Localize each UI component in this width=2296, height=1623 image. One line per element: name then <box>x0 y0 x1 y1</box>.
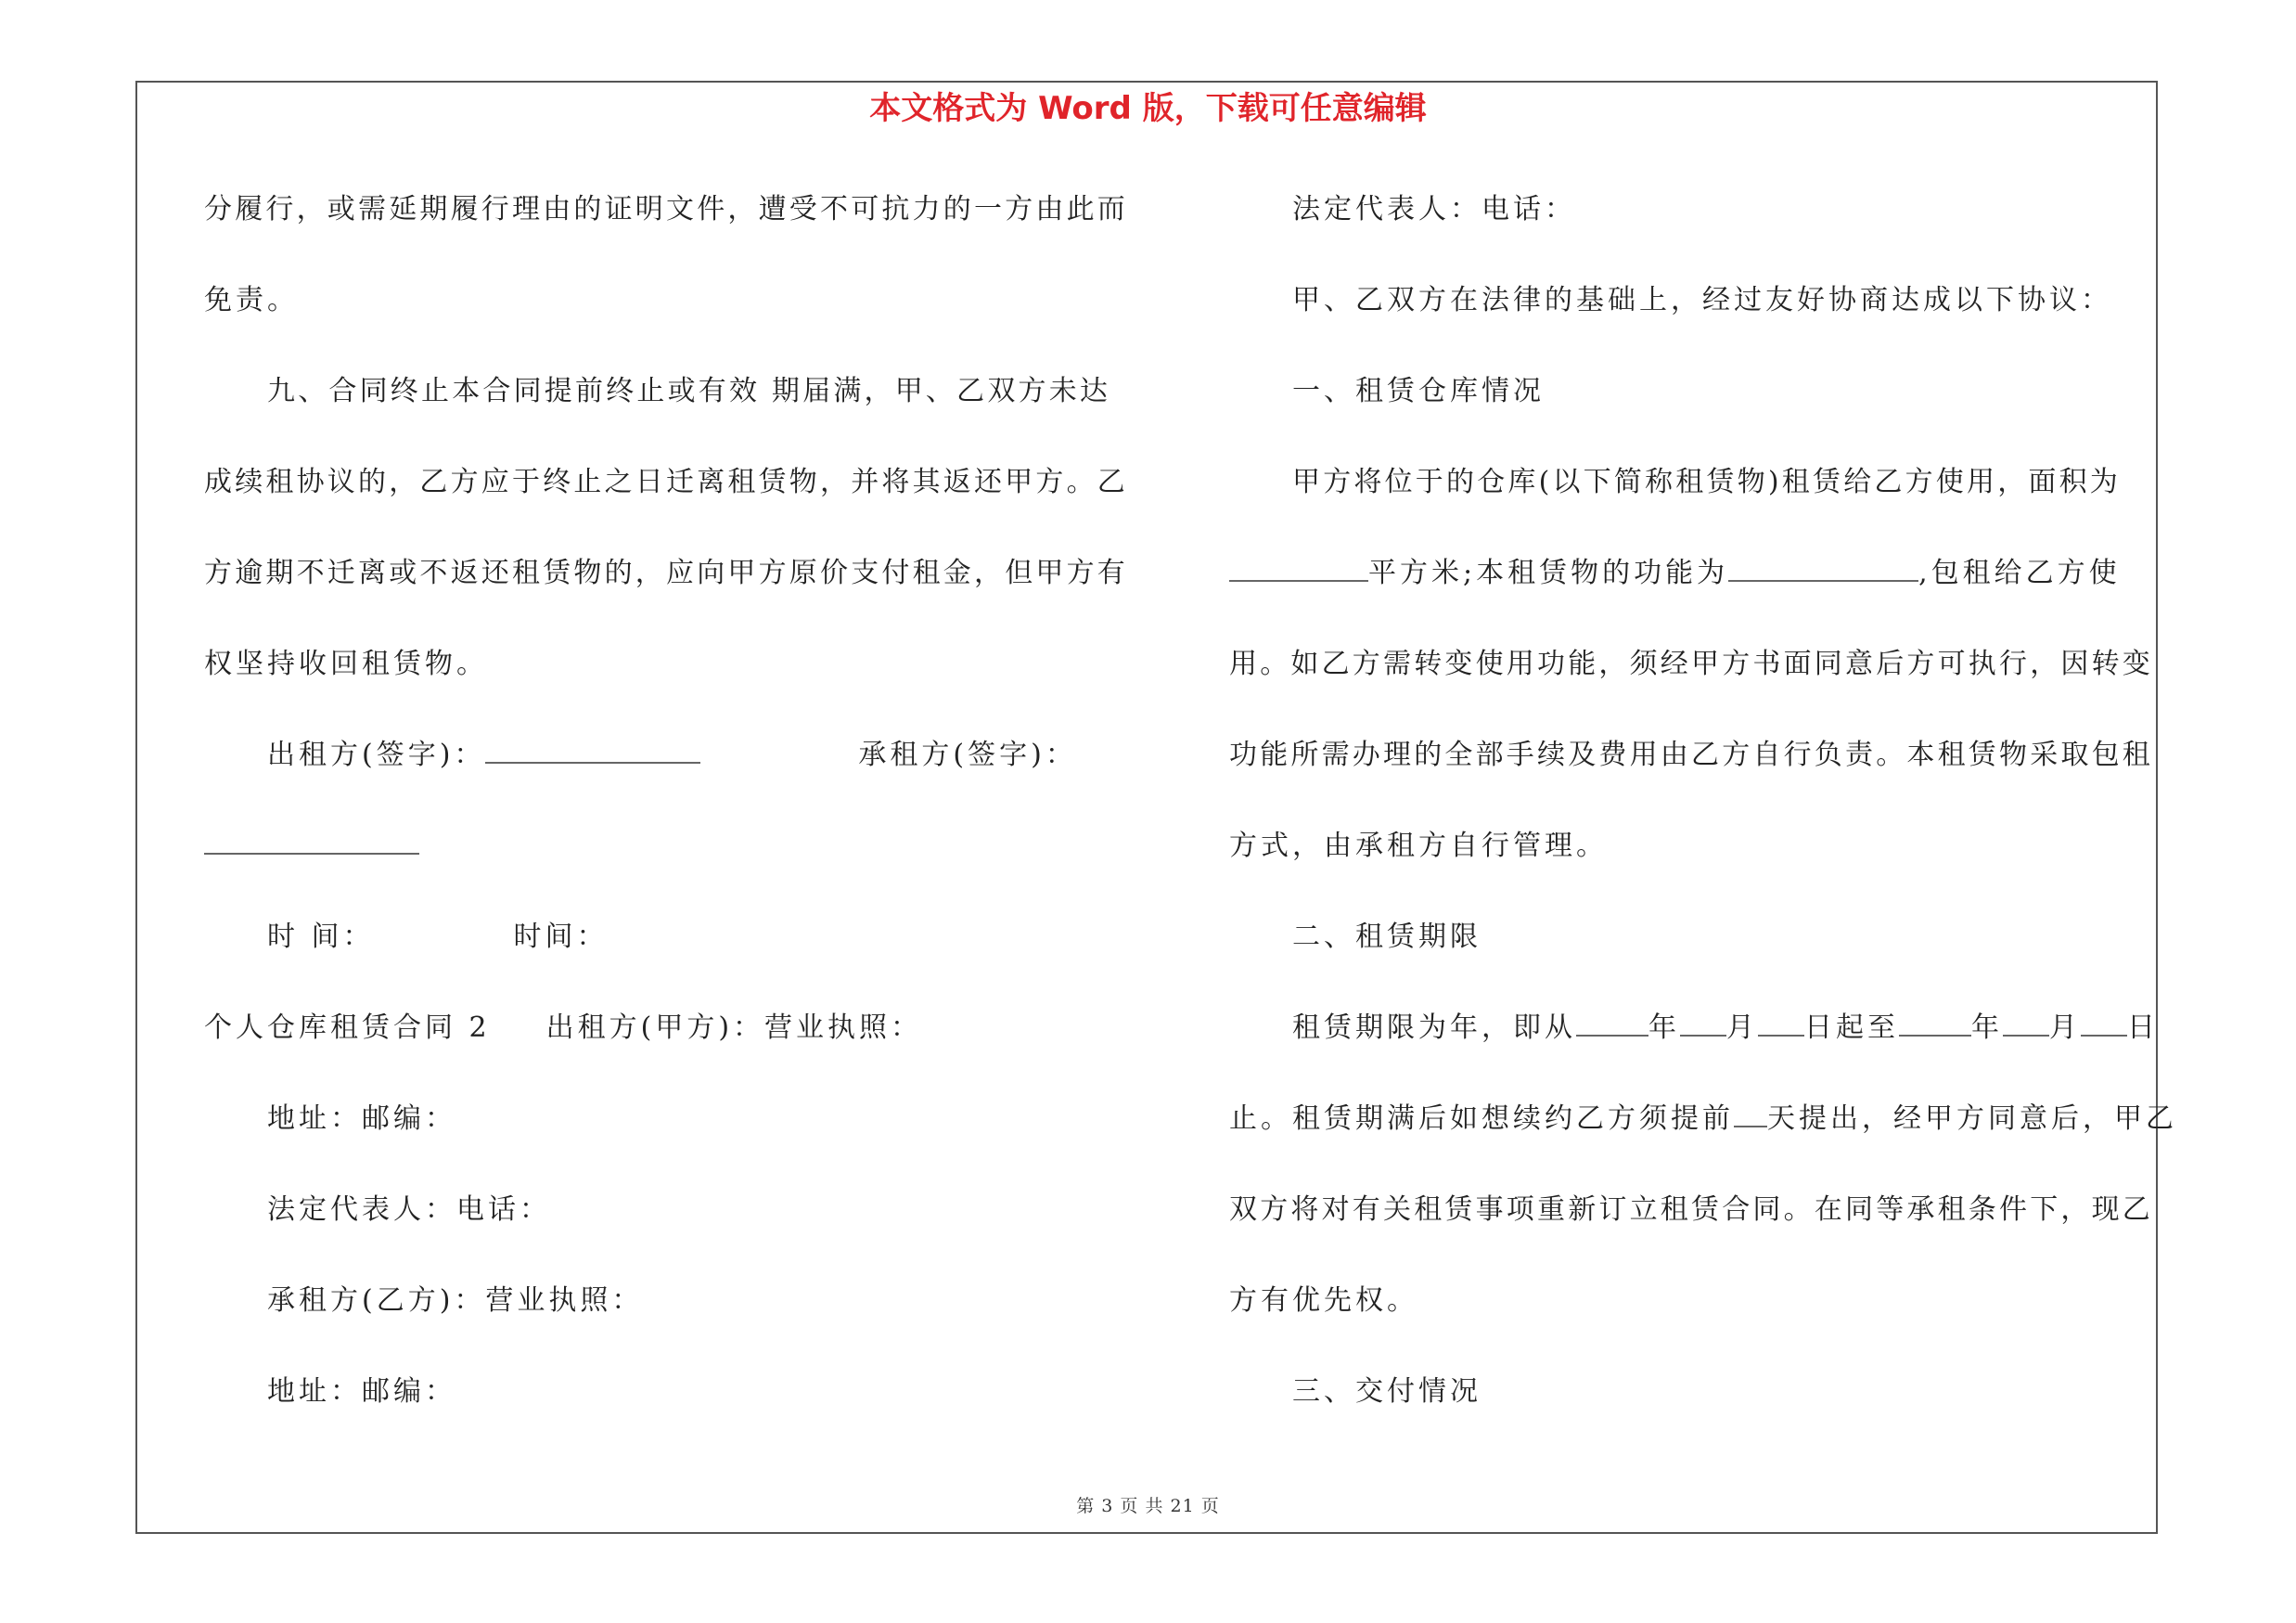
paragraph-line: 成续租协议的，乙方应于终止之日迁离租赁物，并将其返还甲方。乙 <box>204 466 1128 498</box>
month-blank <box>1680 1007 1726 1037</box>
month-label: 月 <box>1726 1011 1758 1044</box>
year-label: 年 <box>1648 1011 1680 1044</box>
paragraph-line: 方式，由承租方自行管理。 <box>1229 830 1608 862</box>
paragraph-line: 双方将对有关租赁事项重新订立租赁合同。在同等承租条件下，现乙 <box>1229 1193 2153 1226</box>
renewal-text-end: 天提出，经甲方同意后，甲乙 <box>1767 1102 2177 1135</box>
term-line <box>1229 1000 2157 1091</box>
paragraph-line <box>1229 546 2157 637</box>
lessee-signature-label: 承租方(签字)： <box>858 739 1077 771</box>
paragraph-line: 功能所需办理的全部手续及费用由乙方自行负责。本租赁物采取包租 <box>1229 739 2153 771</box>
section-heading: 一、租赁仓库情况 <box>1292 375 1545 407</box>
lessee-signature-blank <box>204 825 419 855</box>
function-blank <box>1728 552 1918 582</box>
end-day-blank <box>2081 1007 2127 1037</box>
paragraph-line: 甲方将位于的仓库(以下简称租赁物)租赁给乙方使用，面积为 <box>1292 466 2122 498</box>
paragraph-line: 免责。 <box>204 284 299 316</box>
time-label-lessee: 时间： <box>513 921 609 953</box>
paragraph-line: 法定代表人：电话： <box>1292 193 1576 225</box>
term-text: 租赁期限为年，即从 <box>1292 1011 1576 1044</box>
paragraph-line: 方有优先权。 <box>1229 1284 1418 1317</box>
section-heading: 三、交付情况 <box>1292 1375 1481 1408</box>
time-line <box>204 909 1132 1000</box>
right-column <box>1229 182 2177 1455</box>
paragraph-line: 用。如乙方需转变使用功能，须经甲方书面同意后方可执行，因转变 <box>1229 648 2153 680</box>
lessor-signature-blank <box>485 734 700 764</box>
paragraph-line: 甲、乙双方在法律的基础上，经过友好协商达成以下协议： <box>1292 284 2112 316</box>
renewal-text: 止。租赁期满后如想续约乙方须提前 <box>1229 1102 1734 1135</box>
time-label-lessor: 时 间： <box>267 921 375 953</box>
day-blank <box>1758 1007 1804 1037</box>
day-from-label: 日起至 <box>1804 1011 1899 1044</box>
left-column <box>204 182 1132 1455</box>
paragraph-line: 承租方(乙方)：营业执照： <box>267 1284 644 1317</box>
area-text: 平方米;本租赁物的功能为 <box>1368 557 1729 589</box>
signature-line <box>204 728 1132 818</box>
paragraph-line: 地址：邮编： <box>267 1102 456 1135</box>
paragraph-line: 法定代表人：电话： <box>267 1193 551 1226</box>
paragraph-line: 权坚持收回租赁物。 <box>204 648 488 680</box>
area-blank <box>1229 552 1368 582</box>
days-blank <box>1734 1098 1767 1127</box>
paragraph-line <box>1229 1091 2177 1182</box>
end-month-blank <box>2003 1007 2049 1037</box>
end-year-blank <box>1899 1007 1971 1037</box>
paragraph-line: 分履行，或需延期履行理由的证明文件，遭受不可抗力的一方由此而 <box>204 193 1128 225</box>
year-blank <box>1576 1007 1648 1037</box>
signature-blank-line <box>204 818 1132 909</box>
paragraph-line: 方逾期不迁离或不返还租赁物的，应向甲方原价支付租金，但甲方有 <box>204 557 1128 589</box>
lessor-signature-label: 出租方(签字)： <box>267 739 486 771</box>
end-year-label: 年 <box>1971 1011 2003 1044</box>
contract-title-line <box>204 1000 1132 1091</box>
paragraph-line: 地址：邮编： <box>267 1375 456 1408</box>
section-heading: 二、租赁期限 <box>1292 921 1481 953</box>
contract-title: 个人仓库租赁合同 2 <box>204 1011 491 1044</box>
end-month-label: 月 <box>2049 1011 2081 1044</box>
function-text: ,包租给乙方使 <box>1918 557 2121 589</box>
editable-banner: 本文格式为 Word 版，下载可任意编辑 <box>869 90 1427 127</box>
lessor-party-label: 出租方(甲方)：营业执照： <box>545 1011 923 1044</box>
page-number: 第 3 页 共 21 页 <box>1076 1496 1220 1516</box>
paragraph-line: 九、合同终止本合同提前终止或有效 期届满，甲、乙双方未达 <box>267 375 1111 407</box>
end-day-label: 日 <box>2127 1011 2159 1044</box>
